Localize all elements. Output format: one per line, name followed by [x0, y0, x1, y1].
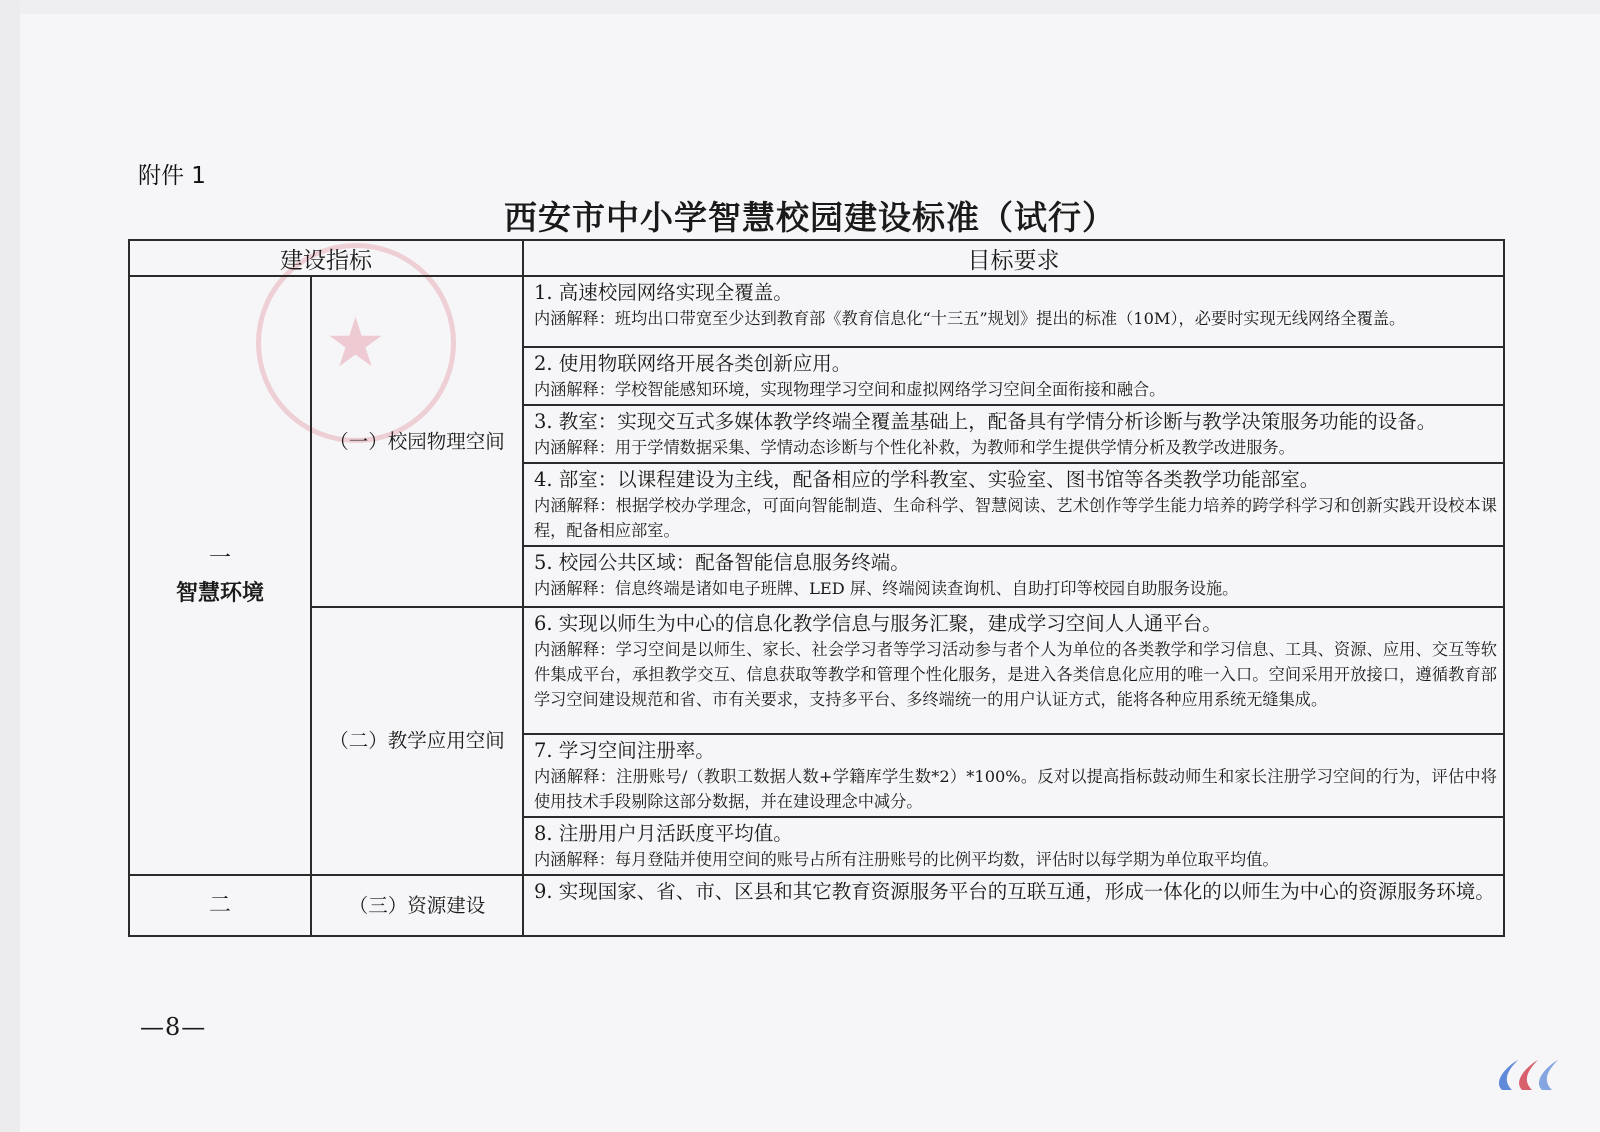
- requirement-cell: [523, 875, 1504, 936]
- table-row: [129, 875, 1504, 936]
- section-number: 一: [208, 545, 231, 571]
- item-description: 内涵解释：学校智能感知环境，实现物理学习空间和虚拟网络学习空间全面衔接和融合。: [534, 380, 1166, 399]
- item-title: 3. 教室：实现交互式多媒体教学终端全覆盖基础上，配备具有学情分析诊断与教学决策服务功能的设备。: [534, 410, 1437, 433]
- item-title: 6. 实现以师生为中心的信息化教学信息与服务汇聚，建成学习空间人人通平台。: [534, 612, 1222, 635]
- page-edge-left: [0, 0, 20, 1132]
- table-row: [129, 607, 1504, 734]
- attachment-label: 附件 1: [138, 163, 206, 189]
- item-description: 内涵解释：用于学情数据采集、学情动态诊断与个性化补救，为教师和学生提供学情分析及教学改进服务。: [534, 438, 1295, 457]
- document-title: 西安市中小学智慧校园建设标准（试行）: [504, 198, 1116, 237]
- item-title: 5. 校园公共区域：配备智能信息服务终端。: [534, 551, 910, 574]
- table-header-row: [129, 240, 1504, 276]
- header-indicator: 建设指标: [129, 240, 523, 276]
- requirement-cell: [523, 463, 1504, 546]
- page-edge-top: [0, 0, 1600, 14]
- subsection-label: （二）教学应用空间: [311, 607, 523, 875]
- item-description: 内涵解释：根据学校办学理念，可面向智能制造、生命科学、智慧阅读、艺术创作等学生能力培养的跨学科学习和创新实践开设校本课程，配备相应部室。: [534, 496, 1497, 540]
- item-title: 2. 使用物联网络开展各类创新应用。: [534, 352, 852, 375]
- table-row: [129, 276, 1504, 347]
- standards-table-container: [128, 239, 1505, 937]
- item-description: 内涵解释：信息终端是诸如电子班牌、LED 屏、终端阅读查询机、自助打印等校园自助服务设施。: [534, 579, 1239, 598]
- requirement-cell: [523, 347, 1504, 405]
- standards-table: [128, 239, 1505, 937]
- section-name: 智慧环境: [175, 579, 264, 606]
- item-title: 1. 高速校园网络实现全覆盖。: [534, 281, 793, 304]
- item-title: 8. 注册用户月活跃度平均值。: [534, 822, 793, 845]
- requirement-cell: [523, 817, 1504, 875]
- page-number: —8—: [140, 1013, 207, 1041]
- section-cell: [129, 276, 311, 875]
- requirement-cell: [523, 546, 1504, 607]
- item-description: 内涵解释：学习空间是以师生、家长、社会学习者等学习活动参与者个人为单位的各类教学和学习信息、工具、资源、应用、交互等软件集成平台，承担教学交互、信息获取等教学和管理个性化服务，是进入各类信息化应用的唯一入口。空间采用开放接口，遵循教育部学习空间建设规范和省、市有关要求，支持多平台、多终端统一的用户认证方式，能将各种应用系统无缝集成。: [534, 640, 1497, 709]
- item-description: 内涵解释：注册账号/（教职工数据人数+学籍库学生数*2）*100%。反对以提高指标鼓动师生和家长注册学习空间的行为，评估中将使用技术手段剔除这部分数据，并在建设理念中减分。: [534, 767, 1497, 811]
- header-requirement: 目标要求: [523, 240, 1504, 276]
- requirement-cell: [523, 405, 1504, 463]
- seal-star-icon: ★: [325, 304, 386, 383]
- item-description: 内涵解释：每月登陆并使用空间的账号占所有注册账号的比例平均数，评估时以每学期为单位取平均值。: [534, 850, 1279, 869]
- requirement-cell: [523, 734, 1504, 817]
- item-title: 7. 学习空间注册率。: [534, 739, 715, 762]
- section-number: 二: [208, 892, 231, 918]
- item-title: 9. 实现国家、省、市、区县和其它教育资源服务平台的互联互通，形成一体化的以师生为中心的资源服务环境。: [534, 880, 1495, 903]
- requirement-cell: [523, 276, 1504, 347]
- publisher-logo-icon: [1488, 1050, 1568, 1100]
- subsection-label: （一）校园物理空间: [311, 276, 523, 607]
- item-description: 内涵解释：班均出口带宽至少达到教育部《教育信息化“十三五”规划》提出的标准（10M），必要时实现无线网络全覆盖。: [534, 309, 1406, 328]
- section-cell: [129, 875, 311, 936]
- item-title: 4. 部室：以课程建设为主线，配备相应的学科教室、实验室、图书馆等各类教学功能部室。: [534, 468, 1320, 491]
- requirement-cell: [523, 607, 1504, 734]
- subsection-label: （三）资源建设: [311, 875, 523, 936]
